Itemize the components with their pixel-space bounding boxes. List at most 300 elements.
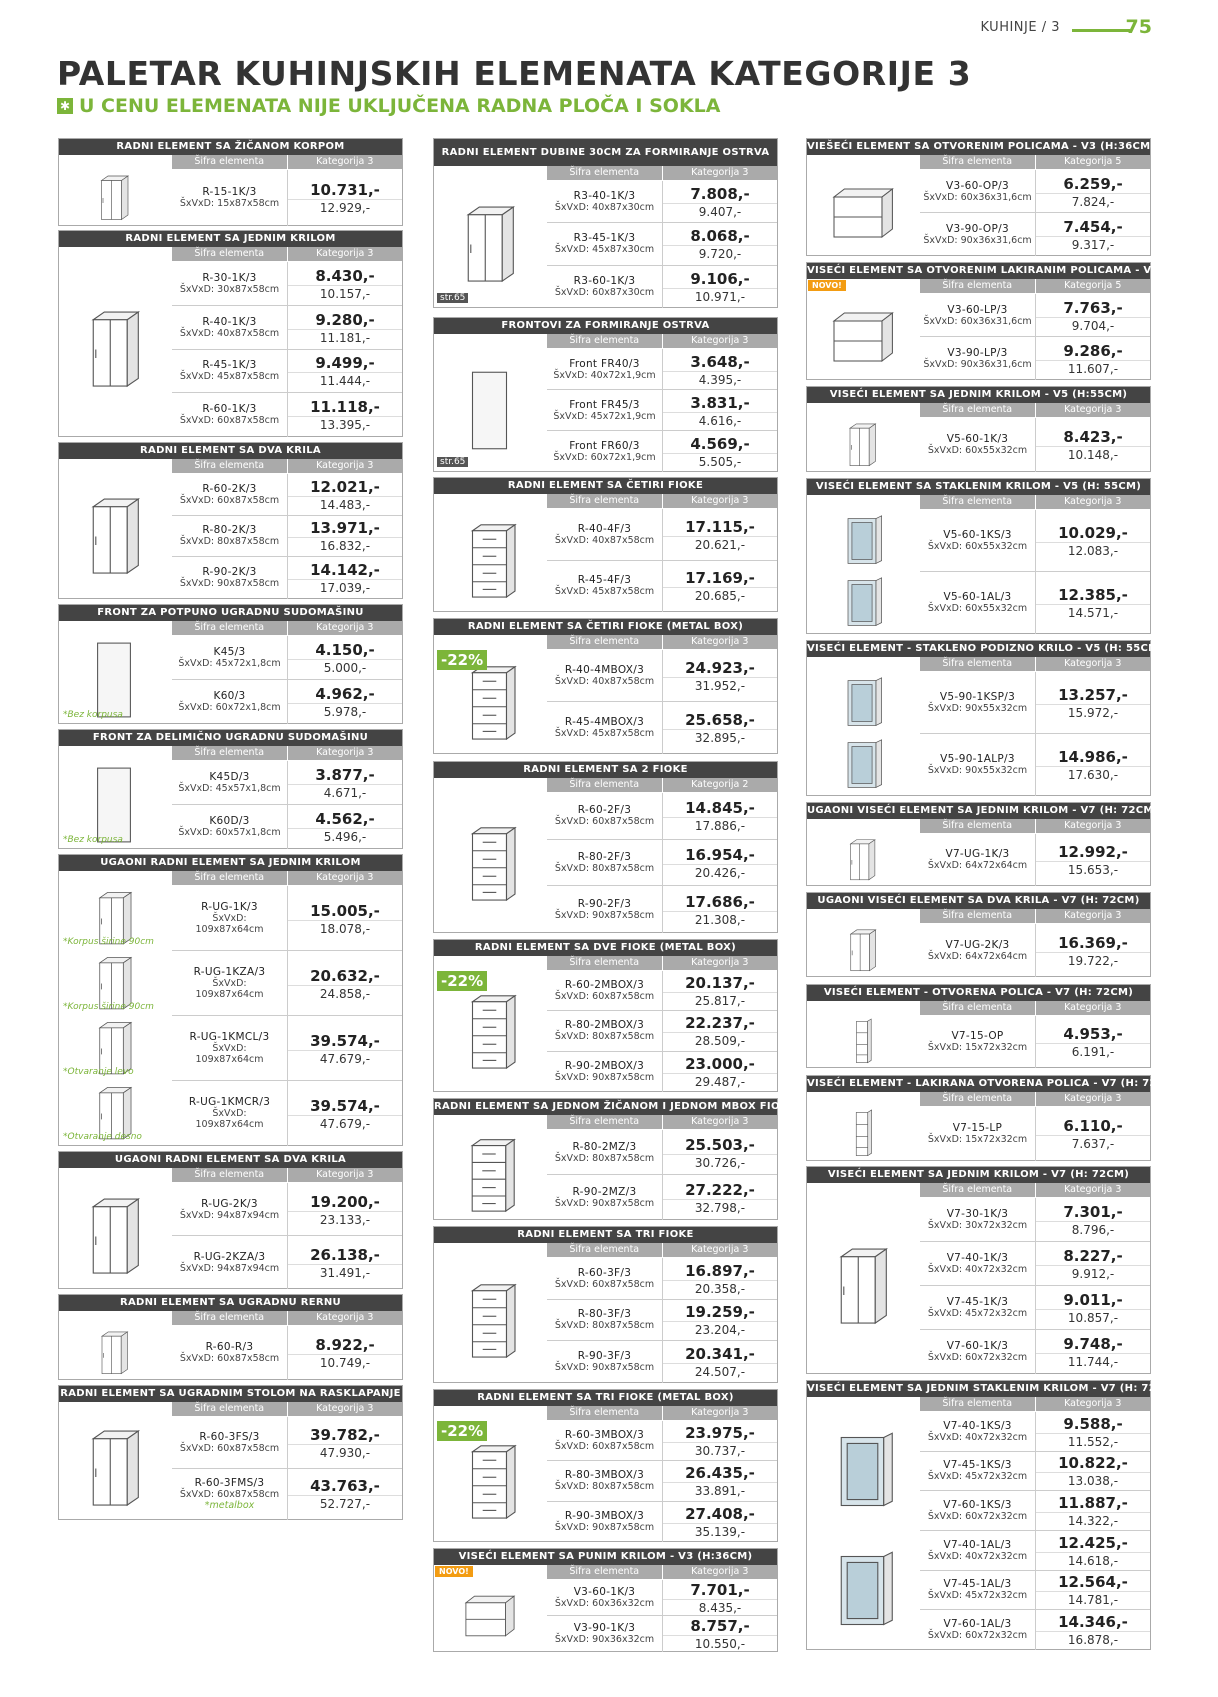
column-headers xyxy=(920,657,1150,671)
product-dimensions: ŠxVxD: 80x87x58cm xyxy=(554,1152,655,1164)
col-category-header: Kategorija 3 xyxy=(288,1402,403,1416)
sale-price: 8.227,- xyxy=(1036,1247,1150,1266)
price-cell xyxy=(662,1011,777,1051)
product-code: R-80-3F/3 xyxy=(577,1308,632,1321)
price-cell xyxy=(662,1052,777,1092)
product-code: V3-90-OP/3 xyxy=(946,222,1009,235)
sale-price: 15.005,- xyxy=(288,902,402,921)
product-row xyxy=(172,474,402,516)
column-headers xyxy=(920,155,1150,169)
sale-price: 12.021,- xyxy=(288,478,402,497)
cabinet-icon xyxy=(447,181,532,308)
price-cell xyxy=(287,557,402,599)
col-code-header: Šifra elementa xyxy=(172,1311,288,1325)
product-code: R-60-R/3 xyxy=(205,1341,254,1353)
sale-price: 3.831,- xyxy=(663,394,777,413)
col1-block xyxy=(58,1151,403,1289)
sale-price: 7.454,- xyxy=(1036,218,1150,237)
product-row xyxy=(172,1081,402,1146)
product-dimensions: ŠxVxD: 60x87x58cm xyxy=(554,1441,655,1453)
col3-block xyxy=(806,138,1156,256)
price-cell xyxy=(1035,672,1150,734)
product-illustration xyxy=(810,294,914,380)
product-row xyxy=(920,213,1150,256)
product-code-cell xyxy=(172,567,287,589)
block-title: RADNI ELEMENT SA 2 FIOKE xyxy=(434,762,777,778)
sale-price: 4.569,- xyxy=(663,435,777,454)
product-code: R-40-4MBOX/3 xyxy=(564,664,645,676)
col-category-header: Kategorija 3 xyxy=(663,635,778,649)
regular-price: 30.737,- xyxy=(694,1444,746,1459)
price-cell xyxy=(662,1580,777,1616)
product-code-cell xyxy=(547,191,662,213)
product-code: R-UG-2KZA/3 xyxy=(193,1250,266,1263)
col1-block xyxy=(58,442,403,599)
product-row xyxy=(172,557,402,599)
price-cell xyxy=(1035,1286,1150,1330)
product-code-cell xyxy=(547,359,662,381)
col3-block xyxy=(806,386,1151,472)
product-code-cell xyxy=(920,1341,1035,1363)
sale-price: 14.142,- xyxy=(288,561,402,580)
product-code-cell xyxy=(920,754,1035,776)
regular-price: 25.817,- xyxy=(694,994,746,1009)
price-cell xyxy=(1035,1610,1150,1650)
price-cell xyxy=(287,805,402,849)
product-dimensions: ŠxVxD: 64x72x64cm xyxy=(927,860,1028,871)
regular-price: 20.358,- xyxy=(694,1281,746,1296)
price-cell xyxy=(287,1183,402,1236)
product-code: R-80-2K/3 xyxy=(202,524,257,537)
price-cell xyxy=(287,761,402,805)
cabinet-icon xyxy=(72,1183,157,1289)
product-code-cell xyxy=(920,1460,1035,1482)
sale-price: 27.408,- xyxy=(663,1505,777,1524)
col-category-header: Kategorija 3 xyxy=(1036,819,1151,833)
regular-price: 28.509,- xyxy=(694,1034,746,1049)
product-code: R-60-1K/3 xyxy=(202,403,257,416)
block-title: RADNI ELEMENT SA JEDNOM ŽIČANOM I JEDNOM MBOX FIOKOM xyxy=(434,1099,777,1115)
regular-price: 21.308,- xyxy=(694,912,746,927)
price-cell xyxy=(287,516,402,558)
product-code-cell xyxy=(172,484,287,506)
sale-price: 4.953,- xyxy=(1036,1025,1150,1044)
product-row xyxy=(172,1469,402,1521)
product-code-cell xyxy=(172,1032,287,1065)
col-code-header: Šifra elementa xyxy=(547,1406,663,1420)
regular-price: 10.749,- xyxy=(319,1356,371,1370)
product-dimensions: ŠxVxD: 80x87x58cm xyxy=(179,536,280,548)
product-dimensions-value: 109x87x64cm xyxy=(195,1119,264,1130)
column-headers xyxy=(172,155,402,169)
product-dimensions: ŠxVxD: 40x72x32cm xyxy=(927,1264,1028,1275)
product-row xyxy=(920,672,1150,734)
col-code-header: Šifra elementa xyxy=(547,1115,663,1129)
product-row xyxy=(172,306,402,350)
regular-price: 16.832,- xyxy=(319,539,371,554)
regular-price: 10.857,- xyxy=(1067,1311,1119,1325)
product-row xyxy=(547,223,777,265)
col3-block xyxy=(806,1166,1151,1374)
price-cell xyxy=(662,886,777,933)
product-row xyxy=(920,1286,1150,1330)
price-cell xyxy=(287,306,402,350)
price-cell xyxy=(662,431,777,472)
product-dimensions: ŠxVxD: 45x87x58cm xyxy=(554,728,655,739)
price-cell xyxy=(1035,1412,1150,1452)
price-cell xyxy=(1035,213,1150,256)
sale-price: 4.562,- xyxy=(288,810,402,829)
page-number: 75 xyxy=(1125,16,1152,38)
product-code-cell xyxy=(172,317,287,339)
regular-price: 14.322,- xyxy=(1067,1514,1119,1529)
block-note: *Bez korpusa xyxy=(63,835,123,845)
price-cell xyxy=(1035,294,1150,337)
product-dimensions: ŠxVxD: 60x87x58cm xyxy=(554,816,655,828)
product-illustration xyxy=(810,170,914,256)
product-code: V5-60-1AL/3 xyxy=(943,591,1012,603)
product-row xyxy=(547,1502,777,1542)
sale-price: 7.763,- xyxy=(1036,299,1150,318)
product-row xyxy=(547,1461,777,1501)
regular-price: 47.930,- xyxy=(319,1445,371,1460)
sale-price: 8.068,- xyxy=(663,227,777,246)
product-dimensions: ŠxVxD: 45x87x30cm xyxy=(554,244,655,256)
sale-price: 39.574,- xyxy=(288,1032,402,1051)
section-label: KUHINJE / 3 xyxy=(980,20,1060,35)
product-dimensions: ŠxVxD: 94x87x94cm xyxy=(179,1262,280,1274)
product-dimensions: ŠxVxD: 40x72x1,9cm xyxy=(553,369,656,381)
cabinet-icon xyxy=(447,349,532,472)
block-title: VISEĆI ELEMENT SA JEDNIM KRILOM - V7 (H: 72CM) xyxy=(807,1167,1150,1183)
product-row xyxy=(547,561,777,613)
product-code-cell xyxy=(547,665,662,687)
product-dimensions: ŠxVxD: 15x72x32cm xyxy=(927,1134,1028,1145)
price-cell xyxy=(662,1300,777,1342)
sale-price: 17.686,- xyxy=(663,893,777,912)
column-headers xyxy=(547,635,777,649)
regular-price: 17.630,- xyxy=(1067,768,1119,782)
regular-price: 4.671,- xyxy=(323,786,367,800)
product-code: R-90-2MZ/3 xyxy=(572,1185,637,1198)
block-title: VISEĆI ELEMENT - OTVORENA POLICA - V7 (H: 72CM) xyxy=(807,985,1150,1001)
product-dimensions: ŠxVxD: 60x55x32cm xyxy=(927,445,1028,456)
product-row xyxy=(547,1052,777,1092)
product-row xyxy=(920,572,1150,634)
product-row xyxy=(920,337,1150,380)
col-category-header: Kategorija 3 xyxy=(288,871,403,885)
product-code-cell xyxy=(547,1351,662,1373)
regular-price: 9.720,- xyxy=(698,247,742,262)
cabinet-icon xyxy=(834,734,890,796)
product-code-cell xyxy=(920,1123,1035,1145)
price-cell xyxy=(287,1417,402,1469)
col3-block xyxy=(806,1075,1180,1161)
sale-price: 10.822,- xyxy=(1036,1454,1150,1473)
price-cell xyxy=(1035,734,1150,796)
product-code-cell xyxy=(920,692,1035,714)
col-code-header: Šifra elementa xyxy=(172,1168,288,1182)
product-code: R-45-4F/3 xyxy=(577,574,632,587)
sale-price: 3.877,- xyxy=(288,766,402,785)
product-row xyxy=(172,350,402,394)
product-illustration xyxy=(810,834,914,886)
product-dimensions: ŠxVxD: 60x87x58cm xyxy=(179,1488,280,1500)
product-dimensions: ŠxVxD: 45x72x1,8cm xyxy=(178,658,281,669)
col2-block xyxy=(433,1226,778,1383)
col-category-header: Kategorija 3 xyxy=(1036,1397,1151,1411)
col-code-header: Šifra elementa xyxy=(547,494,663,508)
product-code-cell xyxy=(547,1470,662,1492)
sale-price: 7.808,- xyxy=(663,185,777,204)
col-code-header: Šifra elementa xyxy=(172,247,288,261)
cabinet-icon xyxy=(90,1326,138,1380)
sale-price: 13.971,- xyxy=(288,519,402,538)
new-badge: NOVO! xyxy=(435,1566,473,1577)
product-code-cell xyxy=(920,1421,1035,1443)
product-dimensions: ŠxVxD: xyxy=(212,978,247,989)
regular-price: 11.607,- xyxy=(1067,361,1119,376)
product-dimensions: ŠxVxD: 60x55x32cm xyxy=(927,541,1028,552)
product-code-cell xyxy=(920,1500,1035,1522)
product-code-cell xyxy=(172,1199,287,1221)
price-cell xyxy=(662,1341,777,1383)
col3-block xyxy=(806,640,1164,796)
product-dimensions: ŠxVxD: 40x87x30cm xyxy=(554,202,655,214)
product-code: V5-60-1KS/3 xyxy=(943,529,1012,541)
price-cell xyxy=(662,1258,777,1300)
product-code-cell xyxy=(920,434,1035,456)
product-dimensions: ŠxVxD: 90x87x58cm xyxy=(554,909,655,921)
regular-price: 8.796,- xyxy=(1071,1223,1115,1237)
column-headers xyxy=(547,1243,777,1257)
product-row xyxy=(920,1016,1150,1068)
col-category-header: Kategorija 3 xyxy=(663,1243,778,1257)
col-category-header: Kategorija 3 xyxy=(288,1168,403,1182)
col-code-header: Šifra elementa xyxy=(172,155,288,169)
cabinet-icon xyxy=(834,672,890,734)
sale-price: 8.757,- xyxy=(663,1617,777,1636)
col-code-header: Šifra elementa xyxy=(920,1001,1036,1015)
col-category-header: Kategorija 5 xyxy=(1036,155,1151,169)
product-row xyxy=(547,650,777,702)
price-cell xyxy=(1035,1242,1150,1286)
product-code: Front FR40/3 xyxy=(569,357,640,370)
sale-price: 20.632,- xyxy=(288,967,402,986)
product-code: V7-15-OP xyxy=(951,1030,1004,1042)
col-code-header: Šifra elementa xyxy=(920,909,1036,923)
price-cell xyxy=(1035,572,1150,634)
sale-price: 4.962,- xyxy=(288,685,402,704)
col1-block xyxy=(58,1385,403,1520)
block-title: RADNI ELEMENT SA ČETIRI FIOKE (METAL BOX) xyxy=(434,619,777,635)
product-dimensions: ŠxVxD: 15x87x58cm xyxy=(179,198,280,209)
cabinet-icon xyxy=(838,1107,886,1161)
col-category-header: Kategorija 3 xyxy=(1036,495,1151,509)
product-dimensions: ŠxVxD: 45x72x1,9cm xyxy=(553,410,656,422)
regular-price: 18.078,- xyxy=(319,921,371,936)
column-headers xyxy=(547,956,777,970)
col3-block xyxy=(806,892,1151,977)
product-code-cell xyxy=(547,1623,662,1645)
sale-price: 14.845,- xyxy=(663,799,777,818)
product-code: V5-90-1ALP/3 xyxy=(940,753,1015,765)
col-code-header: Šifra elementa xyxy=(920,1397,1036,1411)
col3-block xyxy=(806,802,1159,886)
product-code-cell xyxy=(172,1252,287,1274)
row-note: *Korpus širine 90cm xyxy=(63,1002,154,1012)
regular-price: 10.157,- xyxy=(319,286,371,301)
sale-price: 43.763,- xyxy=(288,1477,402,1496)
product-code: V7-40-1K/3 xyxy=(946,1252,1009,1264)
price-cell xyxy=(1035,924,1150,977)
block-title: VISEĆI ELEMENT SA PUNIM KRILOM - V3 (H:36CM) xyxy=(434,1549,777,1565)
product-dimensions: ŠxVxD: 94x87x94cm xyxy=(179,1209,280,1221)
product-illustration xyxy=(810,1016,914,1068)
product-dimensions: ŠxVxD: 90x36x32cm xyxy=(554,1634,655,1645)
page-reference: str.65 xyxy=(437,293,468,303)
sale-price: 17.115,- xyxy=(663,518,777,537)
product-code: V7-60-1AL/3 xyxy=(943,1618,1012,1631)
regular-price: 14.618,- xyxy=(1067,1553,1119,1568)
cabinet-icon xyxy=(822,170,902,256)
row-note: *Korpus širine 90cm xyxy=(63,937,154,947)
product-row xyxy=(547,266,777,308)
cabinet-icon xyxy=(72,1417,157,1520)
product-dimensions: ŠxVxD: 90x87x58cm xyxy=(554,1071,655,1083)
product-dimensions: ŠxVxD: 60x55x32cm xyxy=(927,603,1028,614)
price-cell xyxy=(1035,1452,1150,1492)
product-code: K60/3 xyxy=(213,690,246,702)
product-row xyxy=(547,1011,777,1051)
product-dimensions: ŠxVxD: 15x72x32cm xyxy=(927,1042,1028,1053)
col1-block xyxy=(58,138,403,226)
product-illustration xyxy=(62,262,166,437)
product-dimensions: ŠxVxD: 80x87x58cm xyxy=(554,1481,655,1493)
col2-block xyxy=(433,1389,778,1542)
discount-badge: -22% xyxy=(437,971,487,991)
product-code-cell xyxy=(920,1209,1035,1231)
block-title: RADNI ELEMENT SA JEDNIM KRILOM xyxy=(59,231,402,247)
product-dimensions: ŠxVxD: 60x87x58cm xyxy=(554,991,655,1003)
col-category-header: Kategorija 3 xyxy=(288,459,403,473)
col-category-header: Kategorija 3 xyxy=(663,1406,778,1420)
col1-block xyxy=(58,854,403,1146)
product-code: R-UG-1K/3 xyxy=(201,901,258,913)
product-code: R-40-4F/3 xyxy=(577,522,632,535)
column-headers xyxy=(547,166,777,180)
product-illustration xyxy=(437,793,541,933)
sale-price: 9.280,- xyxy=(288,311,402,330)
price-cell xyxy=(662,349,777,390)
regular-price: 13.395,- xyxy=(319,418,371,433)
product-code-cell xyxy=(172,525,287,547)
block-title: FRONTOVI ZA FORMIRANJE OSTRVA xyxy=(434,318,777,334)
product-code: V5-90-1KSP/3 xyxy=(939,691,1016,703)
sale-price: 9.748,- xyxy=(1036,1335,1150,1354)
regular-price: 32.798,- xyxy=(694,1200,746,1215)
col-category-header: Kategorija 3 xyxy=(663,334,778,348)
product-row xyxy=(547,1341,777,1383)
col-category-header: Kategorija 3 xyxy=(663,1115,778,1129)
sale-price: 26.138,- xyxy=(288,1246,402,1265)
price-cell xyxy=(1035,418,1150,472)
product-illustration xyxy=(62,1326,166,1380)
sale-price: 10.029,- xyxy=(1036,524,1150,543)
column-headers xyxy=(547,778,777,792)
product-code-cell xyxy=(547,1587,662,1609)
price-cell xyxy=(287,170,402,226)
product-row xyxy=(920,924,1150,977)
product-code-cell xyxy=(547,1061,662,1083)
regular-price: 14.781,- xyxy=(1067,1593,1119,1608)
product-code: R-45-4MBOX/3 xyxy=(564,716,645,728)
product-row xyxy=(547,1175,777,1220)
col-category-header: Kategorija 3 xyxy=(663,956,778,970)
product-row xyxy=(920,1198,1150,1242)
product-dimensions: ŠxVxD: 60x36x31,6cm xyxy=(923,191,1032,203)
product-row xyxy=(172,761,402,805)
regular-price: 7.824,- xyxy=(1071,194,1115,209)
sale-price: 8.922,- xyxy=(288,1336,402,1355)
product-code-cell xyxy=(172,691,287,713)
sale-price: 9.588,- xyxy=(1036,1415,1150,1434)
column-headers xyxy=(920,1397,1150,1411)
regular-price: 5.000,- xyxy=(323,661,367,675)
product-dimensions: ŠxVxD: 60x87x30cm xyxy=(554,286,655,298)
product-code-cell xyxy=(172,1342,287,1364)
new-badge: NOVO! xyxy=(808,280,846,291)
product-code: R-UG-1KZA/3 xyxy=(193,966,266,978)
product-code-cell xyxy=(547,1187,662,1209)
product-dimensions: ŠxVxD: 60x87x58cm xyxy=(179,415,280,427)
product-row xyxy=(920,1412,1150,1452)
product-code-cell xyxy=(920,940,1035,962)
product-dimensions: ŠxVxD: 60x72x1,8cm xyxy=(178,702,281,713)
product-row xyxy=(172,393,402,437)
subtitle-text: U CENU ELEMENATA NIJE UKLJUČENA RADNA PLOČA I SOKLA xyxy=(79,95,721,117)
sale-price: 9.499,- xyxy=(288,354,402,373)
product-code-cell xyxy=(920,1253,1035,1275)
col-code-header: Šifra elementa xyxy=(172,621,288,635)
product-row xyxy=(547,1300,777,1342)
col-code-header: Šifra elementa xyxy=(547,1243,663,1257)
col2-block xyxy=(433,939,778,1092)
regular-price: 20.621,- xyxy=(694,537,746,552)
price-cell xyxy=(1035,1107,1150,1161)
product-illustration xyxy=(810,418,914,472)
product-row xyxy=(920,418,1150,472)
product-dimensions: ŠxVxD: 60x87x58cm xyxy=(554,1278,655,1290)
price-cell xyxy=(662,1175,777,1220)
column-headers xyxy=(172,746,402,760)
sale-price: 16.897,- xyxy=(663,1262,777,1281)
col-code-header: Šifra elementa xyxy=(920,279,1036,293)
product-row xyxy=(172,1016,402,1081)
product-row xyxy=(547,1421,777,1461)
cabinet-icon xyxy=(447,509,532,612)
product-row xyxy=(547,509,777,561)
block-title: FRONT ZA DELIMIČNO UGRADNU SUDOMAŠINU xyxy=(59,730,402,746)
block-title: UGAONI VISEĆI ELEMENT SA JEDNIM KRILOM - V7 (H: 72CM) xyxy=(807,803,1150,819)
product-code-cell xyxy=(920,1297,1035,1319)
product-dimensions: ŠxVxD: 90x87x58cm xyxy=(554,1521,655,1533)
column-headers xyxy=(547,1115,777,1129)
block-title: VISEĆI ELEMENT SA OTVORENIM LAKIRANIM POLICAMA - V3 (H:36CM) xyxy=(807,263,1150,279)
regular-price: 13.038,- xyxy=(1067,1474,1119,1489)
col-code-header: Šifra elementa xyxy=(172,1402,288,1416)
col-category-header: Kategorija 3 xyxy=(1036,403,1151,417)
